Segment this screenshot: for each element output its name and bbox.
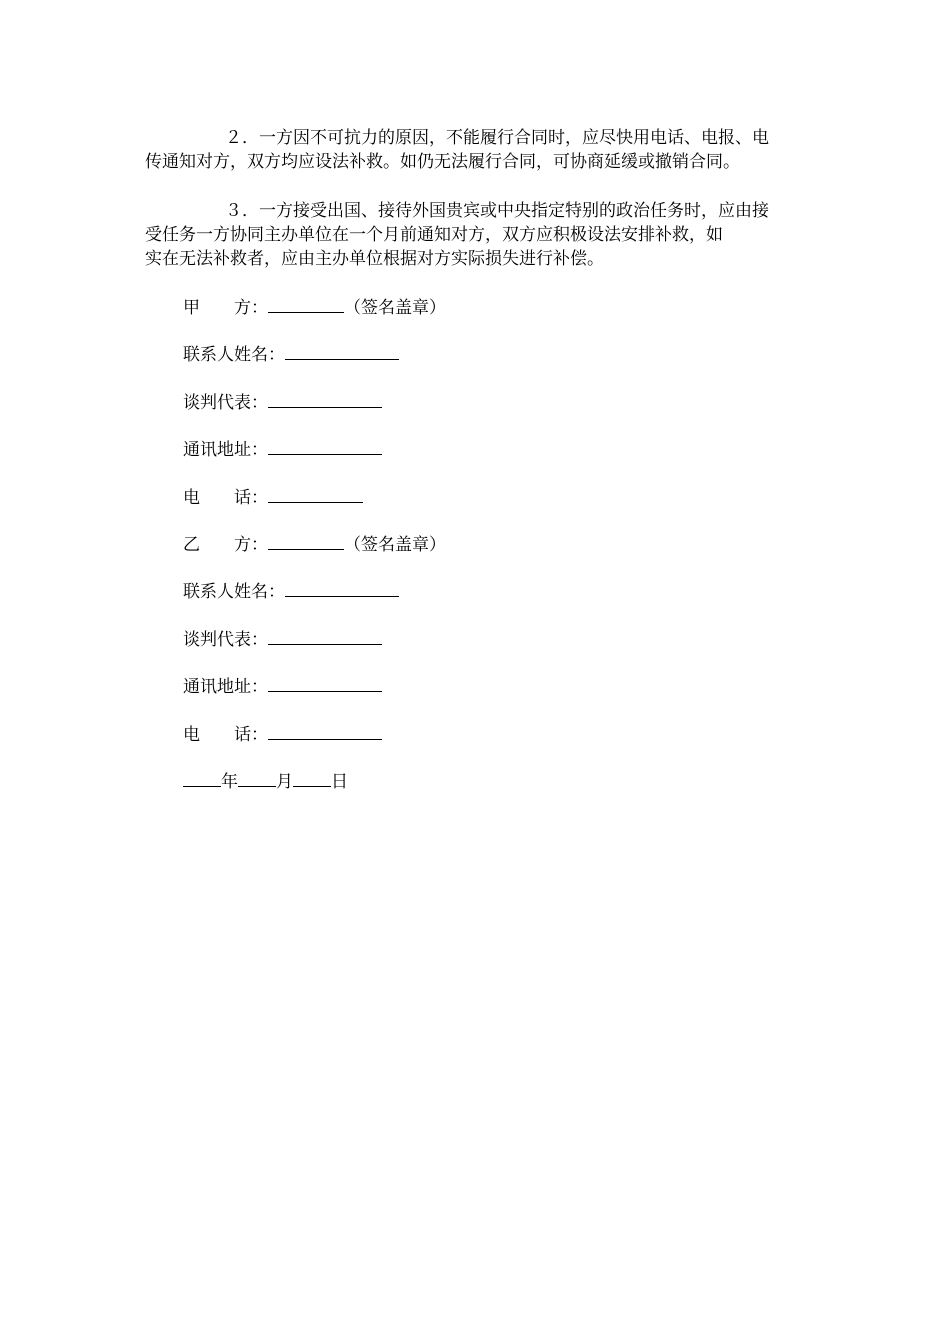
party-b-line <box>183 531 446 557</box>
day-blank[interactable] <box>293 768 331 787</box>
party-a-line <box>183 294 446 320</box>
party-a-label: 甲 方： <box>183 298 268 318</box>
party-a-address-label: 通讯地址： <box>183 440 268 460</box>
party-a-address-blank[interactable] <box>268 436 382 455</box>
party-b-label: 乙 方： <box>183 535 268 555</box>
party-a-negotiator-label: 谈判代表： <box>183 393 268 413</box>
clause-3-line-2: 受任务一方协同主办单位在一个月前通知对方，双方应积极设法安排补救，如 <box>145 225 723 245</box>
party-a-address-line <box>183 436 382 462</box>
party-b-phone-blank[interactable] <box>268 721 382 740</box>
clause-2-line-1: ２．一方因不可抗力的原因，不能履行合同时，应尽快用电话、电报、电 <box>225 128 769 148</box>
clause-3-line-1: ３．一方接受出国、接待外国贵宾或中央指定特别的政治任务时，应由接 <box>225 201 769 221</box>
party-a-phone-label: 电 话： <box>183 488 268 508</box>
party-b-negotiator-label: 谈判代表： <box>183 630 268 650</box>
party-b-address-label: 通讯地址： <box>183 677 268 697</box>
party-b-negotiator-blank[interactable] <box>268 626 382 645</box>
party-b-seal-note: （签名盖章） <box>344 535 446 555</box>
day-label: 日 <box>331 772 348 792</box>
party-a-negotiator-blank[interactable] <box>268 389 382 408</box>
year-blank[interactable] <box>183 768 221 787</box>
party-b-phone-label: 电 话： <box>183 725 268 745</box>
year-label: 年 <box>221 772 238 792</box>
party-b-contact-blank[interactable] <box>285 578 399 597</box>
party-b-address-line <box>183 673 382 699</box>
party-b-negotiator-line <box>183 626 382 652</box>
party-a-negotiator-line <box>183 389 382 415</box>
clause-2-line-2: 传通知对方，双方均应设法补救。如仍无法履行合同，可协商延缓或撤销合同。 <box>145 152 740 172</box>
party-a-blank[interactable] <box>268 294 344 313</box>
party-a-phone-blank[interactable] <box>268 484 363 503</box>
party-a-contact-label: 联系人姓名： <box>183 345 285 365</box>
party-a-seal-note: （签名盖章） <box>344 298 446 318</box>
party-a-contact-line <box>183 341 399 367</box>
party-a-phone-line <box>183 484 363 510</box>
clause-3 <box>145 199 825 271</box>
date-line <box>183 768 348 794</box>
clause-2 <box>145 126 825 174</box>
party-a-contact-blank[interactable] <box>285 341 399 360</box>
clause-3-line-3: 实在无法补救者，应由主办单位根据对方实际损失进行补偿。 <box>145 249 604 269</box>
party-b-address-blank[interactable] <box>268 673 382 692</box>
party-b-contact-line <box>183 578 399 604</box>
month-label: 月 <box>276 772 293 792</box>
party-b-blank[interactable] <box>268 531 344 550</box>
party-b-phone-line <box>183 721 382 747</box>
party-b-contact-label: 联系人姓名： <box>183 582 285 602</box>
month-blank[interactable] <box>238 768 276 787</box>
